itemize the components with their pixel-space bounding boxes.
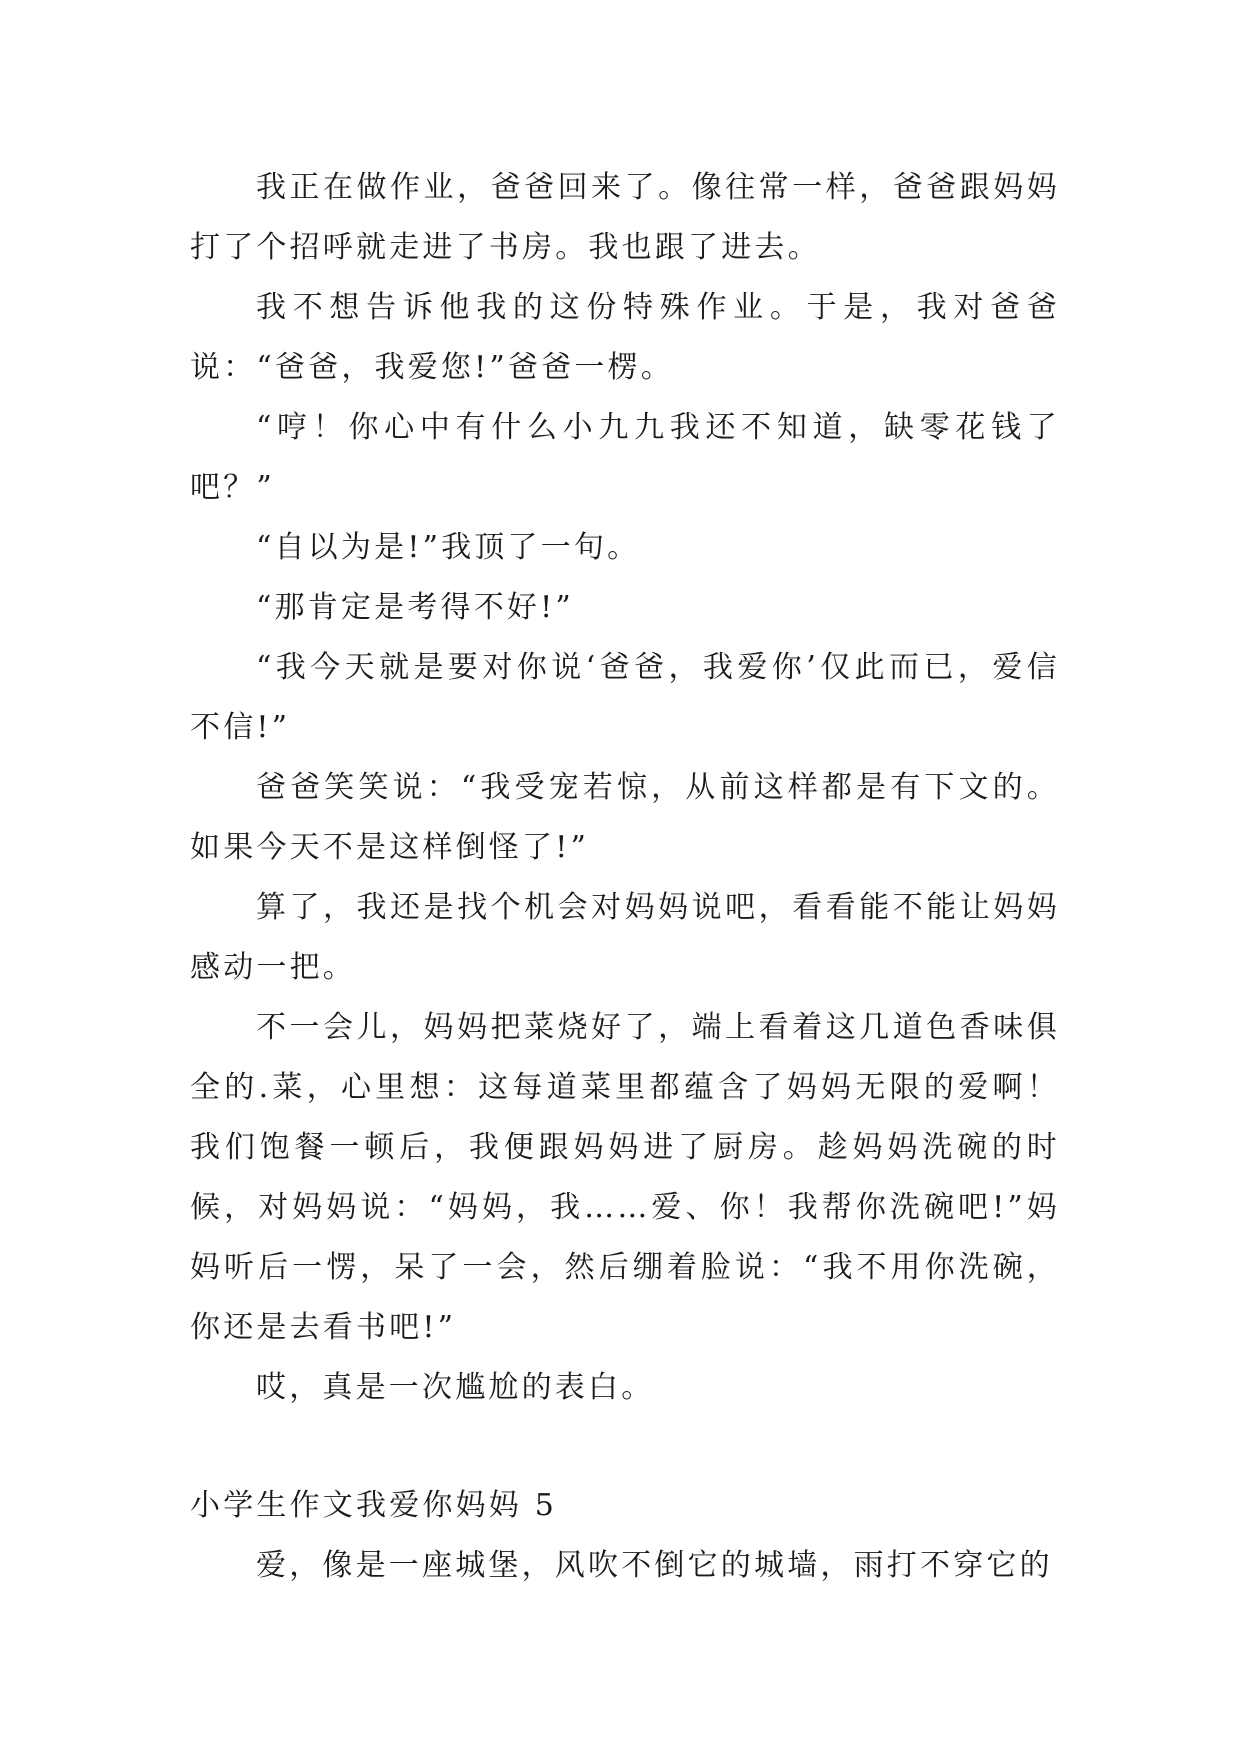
- paragraph-6: “我今天就是要对你说‘爸爸，我爱你’仅此而已，爱信不信!”: [190, 650, 1060, 745]
- document-body: [190, 158, 1060, 1596]
- paragraph-2: 我不想告诉他我的这份特殊作业。于是，我对爸爸说：“爸爸，我爱您!”爸爸一楞。: [190, 290, 1060, 385]
- paragraph-5: “那肯定是考得不好!”: [256, 590, 574, 625]
- closing-paragraph: 爱，像是一座城堡，风吹不倒它的城墙，雨打不穿它的: [256, 1548, 1053, 1583]
- paragraph-3: “哼！你心中有什么小九九我还不知道，缺零花钱了吧？”: [190, 410, 1060, 505]
- paragraph-10: 哎，真是一次尴尬的表白。: [256, 1370, 655, 1405]
- paragraph-8: 算了，我还是找个机会对妈妈说吧，看看能不能让妈妈感动一把。: [190, 890, 1060, 985]
- paragraph-9: 不一会儿，妈妈把菜烧好了，端上看着这几道色香味俱全的.菜，心里想：这每道菜里都蕴含了妈妈无限的爱啊！我们饱餐一顿后，我便跟妈妈进了厨房。趁妈妈洗碗的时候，对妈妈说：“妈妈，我……爱、你！我帮你洗碗吧!”妈妈听后一愣，呆了一会，然后绷着脸说：“我不用你洗碗，你还是去看书吧!”: [190, 1010, 1060, 1345]
- section-title: 小学生作文我爱你妈妈 5: [190, 1488, 558, 1523]
- paragraph-1: 我正在做作业，爸爸回来了。像往常一样，爸爸跟妈妈打了个招呼就走进了书房。我也跟了进去。: [190, 170, 1060, 265]
- paragraph-7: 爸爸笑笑说：“我受宠若惊，从前这样都是有下文的。如果今天不是这样倒怪了!”: [190, 770, 1060, 865]
- paragraph-4: “自以为是!”我顶了一句。: [256, 530, 641, 565]
